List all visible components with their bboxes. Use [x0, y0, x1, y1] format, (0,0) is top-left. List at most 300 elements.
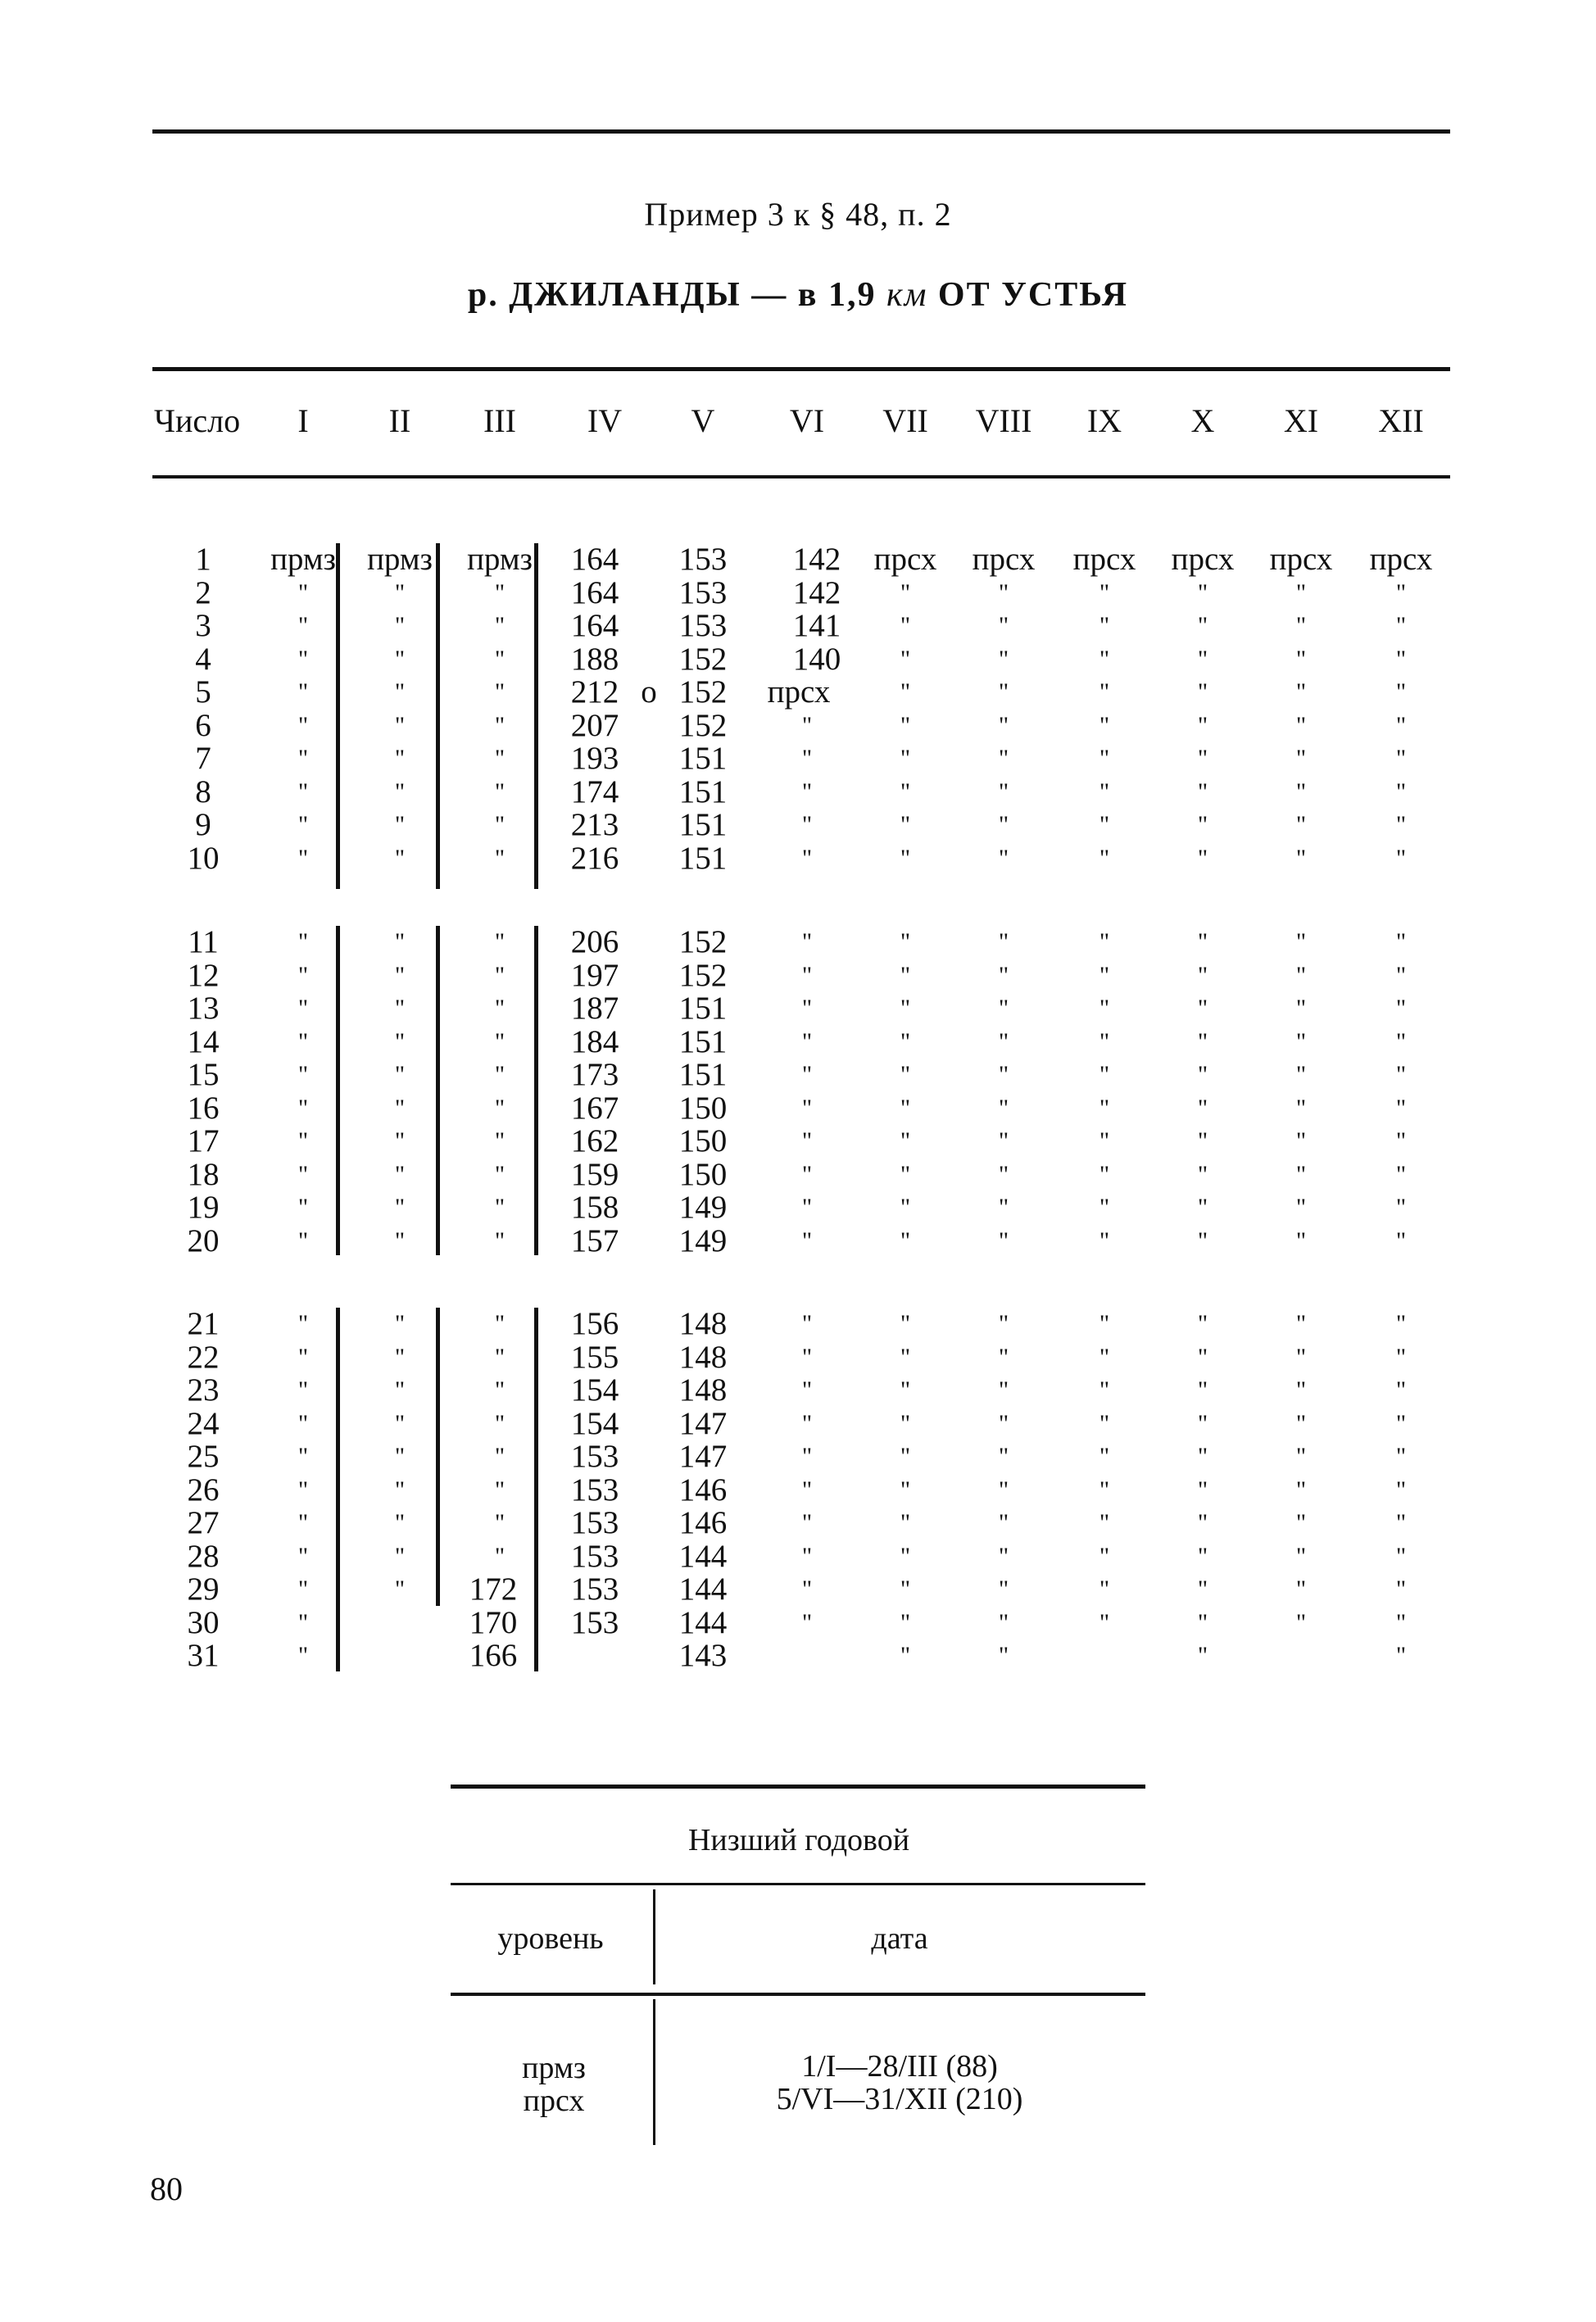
cell-month-7: " [900, 745, 911, 772]
cell-apr: 164 [570, 608, 619, 643]
cell-mar: " [494, 995, 506, 1022]
cell-month-8: " [998, 612, 1009, 639]
day-number: 21 [187, 1306, 220, 1341]
cell-month-10: " [1197, 844, 1208, 872]
cell-jun: прсх [767, 674, 831, 710]
cell-apr: 206 [570, 924, 619, 959]
day-number: 3 [195, 608, 211, 643]
cell-month-7: " [900, 1542, 911, 1570]
cell-jan: " [297, 711, 309, 739]
cell-jan: " [297, 1094, 309, 1122]
column-header-month-V: V [691, 402, 715, 439]
cell-month-8: " [998, 1310, 1009, 1337]
cell-jun: " [801, 711, 813, 739]
cell-month-10: " [1197, 1127, 1208, 1154]
cell-month-8: " [998, 1061, 1009, 1088]
cell-apr: 156 [570, 1306, 619, 1341]
cell-jan: " [297, 811, 309, 838]
cell-feb: " [394, 711, 406, 739]
cell-month-12: " [1395, 1542, 1407, 1570]
cell-apr: 153 [570, 1538, 619, 1574]
cell-mar: " [494, 1409, 506, 1437]
cell-month-11: прсх [1269, 542, 1333, 577]
cell-apr: 153 [570, 1571, 619, 1607]
cell-jun: " [801, 1376, 813, 1404]
cell-jun: " [801, 1542, 813, 1570]
cell-apr: 155 [570, 1339, 619, 1375]
cell-month-11: " [1295, 1160, 1307, 1188]
cell-month-9: " [1099, 1027, 1110, 1055]
cell-may: 150 [678, 1123, 728, 1159]
cell-jan: " [297, 578, 309, 606]
day-number: 27 [187, 1505, 220, 1540]
cell-month-7: " [900, 1443, 911, 1470]
cell-month-8: " [998, 1608, 1009, 1636]
cell-mar: " [494, 612, 506, 639]
cell-month-10: " [1197, 678, 1208, 705]
cell-jun: 140 [792, 641, 841, 677]
cell-month-7: " [900, 1160, 911, 1188]
cell-jun: " [801, 1608, 813, 1636]
cell-month-8: " [998, 1576, 1009, 1603]
cell-month-9: " [1099, 995, 1110, 1022]
cell-mar: " [494, 778, 506, 805]
cell-jun: " [801, 961, 813, 989]
cell-month-7: " [900, 1608, 911, 1636]
cell-month-12: " [1395, 1642, 1407, 1669]
cell-may: 144 [678, 1538, 728, 1574]
cell-may: 151 [678, 773, 728, 810]
cell-month-7: " [900, 1061, 911, 1088]
cell-month-7: " [900, 1343, 911, 1371]
cell-month-12: " [1395, 678, 1407, 705]
cell-apr: 173 [570, 1057, 619, 1092]
cell-month-11: " [1295, 1094, 1307, 1122]
cell-jan: " [297, 1476, 309, 1503]
cell-may: 151 [678, 807, 728, 842]
cell-may: 151 [678, 1023, 728, 1059]
cell-month-7: " [900, 612, 911, 639]
cell-month-8: " [998, 1642, 1009, 1669]
cell-feb: " [394, 811, 406, 838]
cell-mar: " [494, 678, 506, 705]
cell-mar: " [494, 1061, 506, 1088]
cell-mar: " [494, 1227, 506, 1254]
table-header-top-rule [152, 367, 1450, 371]
cell-feb: " [394, 1227, 406, 1254]
cell-month-10: " [1197, 1061, 1208, 1088]
cell-month-7: " [900, 645, 911, 673]
cell-may: 153 [678, 574, 728, 610]
minimum-divider [653, 1889, 655, 1984]
cell-month-8: " [998, 1194, 1009, 1221]
cell-apr: 154 [570, 1405, 619, 1441]
cell-jan: " [297, 1227, 309, 1254]
cell-may: 144 [678, 1604, 728, 1640]
cell-jan: " [297, 1310, 309, 1337]
day-number: 12 [187, 957, 220, 993]
minimum-row2-date: 5/VI—31/XII (210) [776, 2082, 1023, 2116]
cell-month-10: " [1197, 1160, 1208, 1188]
cell-jan: прмз [270, 542, 336, 577]
cell-mar: " [494, 1094, 506, 1122]
day-number: 17 [187, 1123, 220, 1159]
cell-may: 148 [678, 1372, 728, 1408]
cell-month-10: " [1197, 811, 1208, 838]
cell-month-8: " [998, 928, 1009, 955]
cell-jan: " [297, 995, 309, 1022]
cell-may: 146 [678, 1472, 728, 1508]
cell-month-11: " [1295, 1127, 1307, 1154]
cell-month-9: " [1099, 1310, 1110, 1337]
cell-month-12: " [1395, 1476, 1407, 1503]
bracket-bar [336, 1308, 340, 1671]
cell-mar: " [494, 1542, 506, 1570]
cell-month-10: " [1197, 1576, 1208, 1603]
cell-month-11: " [1295, 844, 1307, 872]
cell-month-9: " [1099, 1160, 1110, 1188]
open-water-marker: о [641, 674, 657, 710]
cell-month-12: " [1395, 961, 1407, 989]
cell-mar: " [494, 1376, 506, 1404]
cell-jan: " [297, 1576, 309, 1603]
column-header-month-XI: XI [1283, 402, 1319, 439]
cell-month-9: " [1099, 1343, 1110, 1371]
cell-jan: " [297, 961, 309, 989]
cell-month-8: " [998, 995, 1009, 1022]
cell-apr: 162 [570, 1123, 619, 1159]
cell-may: 148 [678, 1306, 728, 1341]
day-number: 18 [187, 1156, 220, 1192]
cell-jun: " [801, 1094, 813, 1122]
cell-feb: " [394, 1061, 406, 1088]
cell-month-8: " [998, 678, 1009, 705]
cell-apr: 164 [570, 574, 619, 610]
cell-apr: 213 [570, 807, 619, 842]
cell-month-9: " [1099, 1376, 1110, 1404]
cell-month-10: " [1197, 745, 1208, 772]
day-number: 23 [187, 1372, 220, 1408]
cell-jan: " [297, 1542, 309, 1570]
cell-month-12: " [1395, 1443, 1407, 1470]
cell-jan: " [297, 778, 309, 805]
cell-month-10: " [1197, 1509, 1208, 1536]
cell-month-9: " [1099, 1576, 1110, 1603]
cell-month-9: " [1099, 1476, 1110, 1503]
cell-month-12: " [1395, 995, 1407, 1022]
cell-month-9: " [1099, 1094, 1110, 1122]
column-header-month-II: II [388, 402, 411, 439]
cell-month-8: " [998, 1160, 1009, 1188]
cell-month-10: " [1197, 1376, 1208, 1404]
cell-feb: " [394, 778, 406, 805]
cell-jun: " [801, 778, 813, 805]
cell-apr: 154 [570, 1372, 619, 1408]
cell-month-12: " [1395, 1576, 1407, 1603]
cell-month-9: " [1099, 612, 1110, 639]
cell-month-7: " [900, 1027, 911, 1055]
cell-month-8: " [998, 711, 1009, 739]
cell-month-8: " [998, 1094, 1009, 1122]
minimum-top-rule [451, 1785, 1145, 1789]
column-header-month-IX: IX [1086, 402, 1122, 439]
cell-feb: " [394, 1542, 406, 1570]
cell-mar: " [494, 1160, 506, 1188]
cell-feb: " [394, 1443, 406, 1470]
cell-jan: " [297, 1443, 309, 1470]
cell-jun: " [801, 745, 813, 772]
cell-may: 151 [678, 991, 728, 1026]
cell-feb: " [394, 1310, 406, 1337]
day-number: 10 [187, 840, 220, 876]
day-number: 25 [187, 1439, 220, 1474]
cell-month-9: " [1099, 1127, 1110, 1154]
column-header-month-VIII: VIII [975, 402, 1032, 439]
column-header-month-VII: VII [882, 402, 928, 439]
cell-month-9: " [1099, 645, 1110, 673]
cell-month-12: " [1395, 1127, 1407, 1154]
cell-apr: 193 [570, 741, 619, 776]
minimum-col-level: уровень [497, 1921, 604, 1956]
cell-mar: " [494, 1310, 506, 1337]
cell-month-9: " [1099, 961, 1110, 989]
cell-month-7: " [900, 778, 911, 805]
cell-may: 151 [678, 1057, 728, 1092]
cell-may: 152 [678, 707, 728, 743]
bracket-bar [534, 1308, 538, 1606]
cell-month-11: " [1295, 1376, 1307, 1404]
column-header-month-III: III [483, 402, 516, 439]
cell-mar: " [494, 745, 506, 772]
cell-month-9: " [1099, 678, 1110, 705]
cell-month-10: " [1197, 1409, 1208, 1437]
cell-apr: 153 [570, 1439, 619, 1474]
minimum-caption: Низший годовой [687, 1823, 910, 1857]
minimum-divider-lower [653, 1999, 655, 2145]
day-number: 6 [195, 707, 211, 743]
bracket-bar [534, 543, 538, 889]
minimum-head-rule [451, 1993, 1145, 1996]
day-number: 28 [187, 1538, 220, 1574]
cell-month-10: " [1197, 928, 1208, 955]
cell-apr: 158 [570, 1190, 619, 1225]
cell-month-12: " [1395, 1160, 1407, 1188]
cell-month-7: " [900, 1476, 911, 1503]
cell-apr: 184 [570, 1023, 619, 1059]
cell-feb: " [394, 578, 406, 606]
day-number: 7 [195, 741, 211, 776]
cell-may: 152 [678, 674, 728, 710]
cell-month-7: " [900, 844, 911, 872]
cell-month-12: " [1395, 1061, 1407, 1088]
cell-may: 152 [678, 641, 728, 677]
column-header-month-I: I [297, 402, 309, 439]
cell-month-12: " [1395, 1094, 1407, 1122]
cell-month-7: " [900, 1310, 911, 1337]
cell-apr: 153 [570, 1604, 619, 1640]
cell-month-11: " [1295, 711, 1307, 739]
cell-month-11: " [1295, 1509, 1307, 1536]
cell-month-8: " [998, 844, 1009, 872]
cell-feb: " [394, 995, 406, 1022]
column-header-day: Число [154, 402, 241, 439]
cell-month-11: " [1295, 1443, 1307, 1470]
cell-feb: " [394, 1094, 406, 1122]
cell-mar: " [494, 928, 506, 955]
cell-month-12: " [1395, 711, 1407, 739]
cell-mar: 166 [469, 1638, 518, 1673]
cell-month-7: " [900, 1127, 911, 1154]
cell-month-7: " [900, 1576, 911, 1603]
cell-month-12: " [1395, 1376, 1407, 1404]
cell-month-10: " [1197, 578, 1208, 606]
cell-may: 151 [678, 840, 728, 876]
cell-month-8: " [998, 778, 1009, 805]
cell-may: 149 [678, 1190, 728, 1225]
cell-month-8: " [998, 811, 1009, 838]
cell-month-7: " [900, 1409, 911, 1437]
cell-may: 151 [678, 741, 728, 776]
day-number: 26 [187, 1472, 220, 1508]
cell-month-11: " [1295, 578, 1307, 606]
cell-month-9: " [1099, 1061, 1110, 1088]
day-number: 19 [187, 1190, 220, 1225]
cell-jan: " [297, 844, 309, 872]
minimum-row1-level: прмз [522, 2051, 586, 2085]
cell-month-8: прсх [972, 542, 1036, 577]
cell-jun: " [801, 1443, 813, 1470]
cell-jun: " [801, 1227, 813, 1254]
cell-feb: " [394, 961, 406, 989]
cell-month-10: " [1197, 1608, 1208, 1636]
cell-month-11: " [1295, 928, 1307, 955]
cell-jan: " [297, 928, 309, 955]
cell-jan: " [297, 1027, 309, 1055]
cell-mar: 172 [469, 1571, 518, 1607]
cell-month-11: " [1295, 1194, 1307, 1221]
day-number: 30 [187, 1604, 220, 1640]
cell-month-8: " [998, 645, 1009, 673]
cell-month-9: " [1099, 778, 1110, 805]
cell-month-11: " [1295, 1343, 1307, 1371]
column-header-month-VI: VI [789, 402, 825, 439]
cell-month-12: " [1395, 1310, 1407, 1337]
bracket-bar [336, 926, 340, 1255]
day-number: 1 [195, 542, 211, 577]
cell-jan: " [297, 1409, 309, 1437]
day-number: 11 [188, 924, 219, 959]
minimum-sub-rule [451, 1883, 1145, 1885]
cell-month-9: " [1099, 711, 1110, 739]
cell-month-9: " [1099, 745, 1110, 772]
cell-jun: " [801, 1343, 813, 1371]
cell-may: 147 [678, 1405, 728, 1441]
cell-jun: " [801, 1509, 813, 1536]
cell-month-7: прсх [873, 542, 937, 577]
cell-jun: " [801, 1160, 813, 1188]
cell-mar: " [494, 1194, 506, 1221]
cell-month-12: " [1395, 1409, 1407, 1437]
cell-month-10: " [1197, 612, 1208, 639]
cell-month-10: " [1197, 961, 1208, 989]
cell-month-7: " [900, 1642, 911, 1669]
cell-month-8: " [998, 961, 1009, 989]
bracket-bar [436, 543, 440, 889]
cell-mar: " [494, 1509, 506, 1536]
cell-mar: " [494, 844, 506, 872]
cell-month-10: " [1197, 778, 1208, 805]
cell-month-12: " [1395, 612, 1407, 639]
cell-feb: " [394, 1343, 406, 1371]
day-number: 2 [195, 574, 211, 610]
cell-jun: " [801, 1310, 813, 1337]
cell-month-10: " [1197, 711, 1208, 739]
cell-month-10: " [1197, 1443, 1208, 1470]
cell-month-12: " [1395, 1027, 1407, 1055]
day-number: 14 [187, 1023, 220, 1059]
cell-jun: " [801, 995, 813, 1022]
cell-month-11: " [1295, 811, 1307, 838]
cell-month-10: " [1197, 1343, 1208, 1371]
cell-month-7: " [900, 1094, 911, 1122]
cell-mar: " [494, 578, 506, 606]
cell-feb: " [394, 645, 406, 673]
day-number: 22 [187, 1339, 220, 1375]
cell-month-10: " [1197, 1227, 1208, 1254]
cell-apr: 167 [570, 1090, 619, 1126]
cell-jan: " [297, 1061, 309, 1088]
cell-month-11: " [1295, 645, 1307, 673]
cell-apr: 188 [570, 641, 619, 677]
cell-jun: " [801, 811, 813, 838]
cell-jun: " [801, 1194, 813, 1221]
column-header-month-XII: XII [1378, 402, 1424, 439]
cell-jan: " [297, 1376, 309, 1404]
cell-feb: " [394, 1576, 406, 1603]
cell-feb: " [394, 844, 406, 872]
cell-month-11: " [1295, 1608, 1307, 1636]
cell-apr: 174 [570, 773, 619, 810]
cell-mar: " [494, 645, 506, 673]
page-number: 80 [150, 2170, 183, 2207]
day-number: 4 [195, 641, 211, 677]
cell-month-12: " [1395, 1608, 1407, 1636]
cell-month-9: " [1099, 1509, 1110, 1536]
cell-jun: " [801, 1027, 813, 1055]
cell-jun: " [801, 844, 813, 872]
cell-apr: 164 [570, 542, 619, 577]
cell-month-8: " [998, 1343, 1009, 1371]
station-title: р. ДЖИЛАНДЫ — в 1,9 км ОТ УСТЬЯ [467, 276, 1129, 314]
cell-month-10: " [1197, 1642, 1208, 1669]
cell-feb: " [394, 1160, 406, 1188]
cell-apr: 157 [570, 1222, 619, 1259]
cell-month-11: " [1295, 1227, 1307, 1254]
day-number: 5 [195, 674, 211, 710]
cell-month-10: " [1197, 1476, 1208, 1503]
day-number: 29 [187, 1571, 220, 1607]
cell-month-9: " [1099, 928, 1110, 955]
cell-month-9: " [1099, 844, 1110, 872]
cell-month-8: " [998, 1443, 1009, 1470]
cell-apr: 153 [570, 1505, 619, 1540]
day-number: 24 [187, 1405, 220, 1441]
cell-month-8: " [998, 1509, 1009, 1536]
cell-may: 148 [678, 1339, 728, 1375]
cell-jan: " [297, 645, 309, 673]
cell-jan: " [297, 1343, 309, 1371]
cell-month-9: " [1099, 1542, 1110, 1570]
